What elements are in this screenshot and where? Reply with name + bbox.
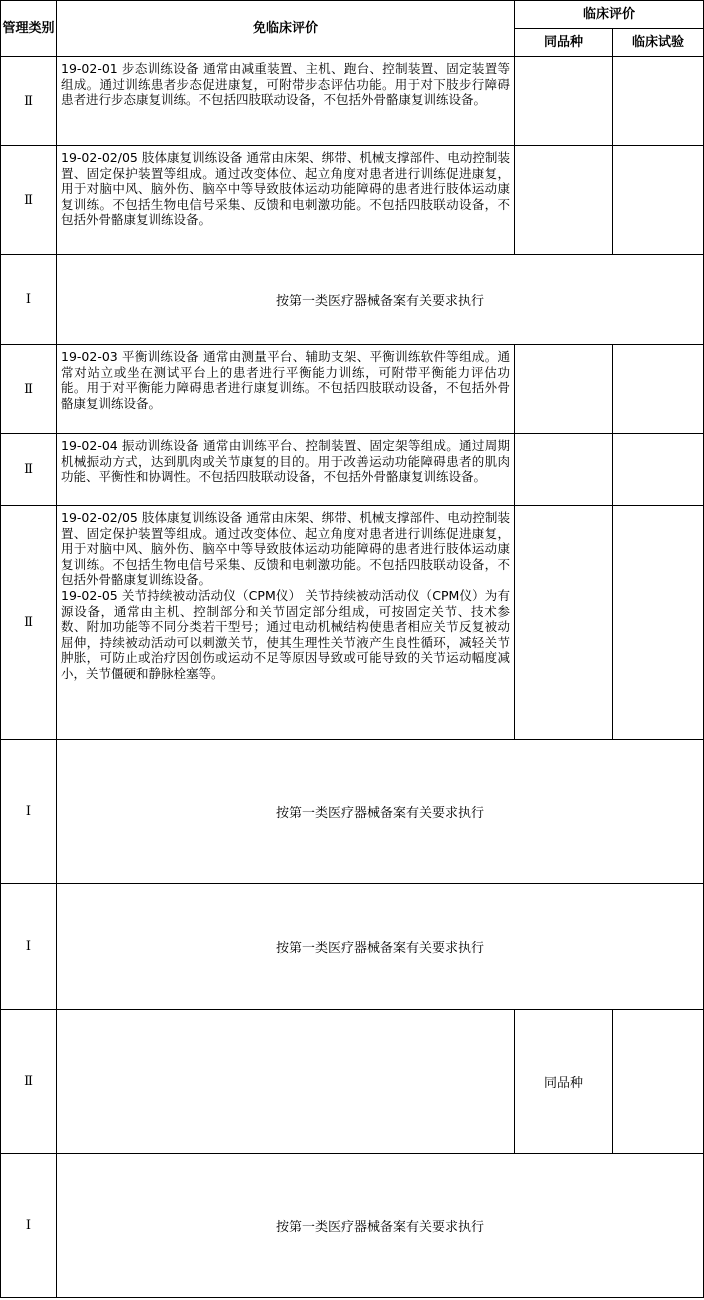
table-row xyxy=(1,884,704,1010)
header-exempt: 免临床评价 xyxy=(57,1,515,57)
table-row xyxy=(1,506,704,740)
class-cell: Ⅱ xyxy=(1,146,57,255)
clinical-trial-cell xyxy=(613,434,704,506)
table-row xyxy=(1,345,704,434)
class-cell: Ⅰ xyxy=(1,740,57,884)
description-cell: 19-02-01 步态训练设备 通常由减重装置、主机、跑台、控制装置、固定装置等组成。通过训练患者步态促进康复，可附带步态评估功能。用于对下肢步行障碍患者进行步态康复训练。不包括四肢联动设备，不包括外骨骼康复训练设备。 xyxy=(57,57,515,146)
description-cell: 19-02-02/05 肢体康复训练设备 通常由床架、绑带、机械支撑部件、电动控制装置、固定保护装置等组成。通过改变体位、起立角度对患者进行训练促进康复，用于对脑中风、脑外伤、脑卒中等导致肢体运动功能障碍的患者进行肢体运动康复训练。不包括生物电信号采集、反馈和电刺激功能。不包括四肢联动设备，不包括外骨骼康复训练设备。 19-02-05 关节持续被动活动仪（CPM仪） 关节持续被动活动仪（CPM仪）为有源设备，通常由主机、控制部分和关节固定部分组成，可按固定关节、技术参数、附加功能等不同分类若干型号；通过电动机械结构使患者相应关节反复被动屈伸，持续被动活动可以刺激关节，使其生理性关节液产生良性循环，减轻关节肿胀，可防止或治疗因创伤或运动不足等原因导致或可能导致的关节运动幅度减小，关节僵硬和静脉栓塞等。 xyxy=(57,506,515,740)
description-cell: 19-02-03 平衡训练设备 通常由测量平台、辅助支架、平衡训练软件等组成。通常对站立或坐在测试平台上的患者进行平衡能力训练，可附带平衡能力评估功能。用于对平衡能力障碍患者进行康复训练。不包括四肢联动设备，不包括外骨骼康复训练设备。 xyxy=(57,345,515,434)
class-cell: Ⅱ xyxy=(1,1010,57,1154)
filing-note-cell: 按第一类医疗器械备案有关要求执行 xyxy=(57,255,704,345)
class-cell: Ⅱ xyxy=(1,345,57,434)
header-category: 管理类别 xyxy=(1,1,57,57)
table-row xyxy=(1,255,704,345)
header-same-variety: 同品种 xyxy=(515,29,613,57)
clinical-trial-cell xyxy=(613,506,704,740)
class-cell: Ⅱ xyxy=(1,506,57,740)
same-variety-cell xyxy=(515,57,613,146)
description-cell: 19-02-02/05 肢体康复训练设备 通常由床架、绑带、机械支撑部件、电动控制装置、固定保护装置等组成。通过改变体位、起立角度对患者进行训练促进康复，用于对脑中风、脑外伤、脑卒中等导致肢体运动功能障碍的患者进行肢体运动康复训练。不包括生物电信号采集、反馈和电刺激功能。不包括四肢联动设备，不包括外骨骼康复训练设备。 xyxy=(57,146,515,255)
table-row xyxy=(1,1010,704,1154)
class-cell: Ⅱ xyxy=(1,434,57,506)
filing-note-cell: 按第一类医疗器械备案有关要求执行 xyxy=(57,1154,704,1298)
class-cell: Ⅰ xyxy=(1,255,57,345)
clinical-trial-cell xyxy=(613,57,704,146)
table-row xyxy=(1,434,704,506)
same-variety-cell xyxy=(515,146,613,255)
description-cell xyxy=(57,1010,515,1154)
class-cell: Ⅰ xyxy=(1,1154,57,1298)
same-variety-cell xyxy=(515,434,613,506)
table-row xyxy=(1,1154,704,1298)
table-row xyxy=(1,57,704,146)
clinical-trial-cell xyxy=(613,146,704,255)
filing-note-cell: 按第一类医疗器械备案有关要求执行 xyxy=(57,740,704,884)
description-cell: 19-02-04 振动训练设备 通常由训练平台、控制装置、固定架等组成。通过周期机械振动方式，达到肌肉或关节康复的目的。用于改善运动功能障碍患者的肌肉功能、平衡性和协调性。不包括四肢联动设备，不包括外骨骼康复训练设备。 xyxy=(57,434,515,506)
filing-note-cell: 按第一类医疗器械备案有关要求执行 xyxy=(57,884,704,1010)
table-row xyxy=(1,146,704,255)
same-variety-cell xyxy=(515,506,613,740)
clinical-trial-cell xyxy=(613,345,704,434)
class-cell: Ⅰ xyxy=(1,884,57,1010)
header-clinical-trial: 临床试验 xyxy=(613,29,704,57)
same-variety-cell xyxy=(515,345,613,434)
class-cell: Ⅱ xyxy=(1,57,57,146)
table-row xyxy=(1,740,704,884)
header-clinical: 临床评价 xyxy=(515,1,704,29)
same-variety-cell: 同品种 xyxy=(515,1010,613,1154)
clinical-trial-cell xyxy=(613,1010,704,1154)
